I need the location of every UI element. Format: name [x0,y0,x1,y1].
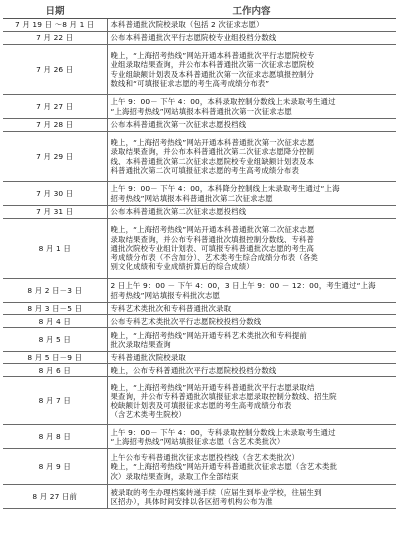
date-column-header: 日期 [3,2,107,19]
work-line: 晚上，“上海招考热线”网站开通本科普通批次第一次征求志愿 [110,138,315,148]
date-text: 7 月 22 日 [36,33,74,43]
date-text: 7 月 29 日 [36,151,74,161]
row-work-content [107,132,396,182]
row-date [3,315,107,328]
row-date [3,352,107,364]
row-date [3,219,107,279]
work-line: 校缺额计划表及可填报征求志愿的考生高考成绩分布表 [110,400,292,410]
row-date [3,206,107,219]
row-date [3,95,107,119]
work-line: 录取结果查询，并公布专科普通批次填报控制分数线、专科普 [110,234,315,244]
work-line: 招考热线”网站填报本科普通批次第二次征求志愿 [110,193,273,203]
work-line: 次）录取结果查询，录取工作全部结束 [110,471,239,481]
table-row [3,132,396,182]
work-line: 果查询，并公布专科普通批次填报征求志愿录取控制分数线、招生院 [110,391,337,401]
table-body [3,19,396,509]
row-work-content [107,485,396,509]
table-row [3,32,396,45]
work-line: 晚上，“上海招考热线”网站开通专科艺术类批次和专科提前 [110,330,307,340]
row-work-content [107,182,396,206]
row-date [3,19,107,32]
work-line: 本科普通批次院校录取（包括 2 次征求志愿） [110,20,264,30]
row-work-content [107,303,396,315]
row-work-content [107,119,396,132]
row-work-content [107,352,396,364]
row-date [3,132,107,182]
table-row [3,352,396,364]
row-work-content [107,219,396,279]
date-text: 7 月 26 日 [36,64,74,74]
date-text: 8 月 9 日 [38,462,71,472]
work-line: 批次录取结果查询 [110,339,171,349]
work-line: 区招办），具体时间安排以各区招考机构公布为准 [110,496,273,506]
table-row [3,377,396,425]
work-line: 上午 9：00－ 下午 4：00，本科降分控制线上未录取考生通过“上海 [110,184,340,194]
work-line: 上午 9：00－ 下午 4：00，专科录取控制分数线上未录取考生通过 [110,427,336,437]
row-date [3,485,107,509]
date-text: 8 月 3 日－5 日 [27,304,83,313]
work-line: 录取结果查询，并公布本科普通批次第二次征求志愿降分控制 [110,147,315,157]
work-line: （含艺术类考生院校） [110,410,186,420]
row-date [3,425,107,449]
table-row [3,182,396,206]
date-text: 8 月 27 日前 [32,492,78,502]
date-text: 8 月 2 日－3 日 [27,285,83,295]
row-date [3,119,107,132]
row-work-content [107,279,396,303]
row-work-content [107,328,396,352]
date-text: 7 月 30 日 [36,188,74,198]
work-line: 数线和“可填报征求志愿的考生高考成绩分布表” [110,78,270,88]
work-line: 线、本科普通批次第二次征求志愿院校专业组缺额计划表及本 [110,156,315,166]
date-text: 8 月 8 日 [38,432,71,442]
row-date [3,32,107,45]
row-work-content [107,45,396,95]
work-line: 2 日上午 9：00 － 下午 4：00，3 日上午 9：00 － 12：00，考生通过“上海 [110,281,376,291]
row-date [3,328,107,352]
date-text: 8 月 4 日 [38,316,71,326]
date-text: 8 月 5 日－9 日 [27,353,83,363]
work-line: 晚上，“上海招考热线”网站开通专科普通批次平行志愿录取结 [110,382,315,392]
row-work-content [107,449,396,485]
date-text: 7 月 28 日 [36,120,74,130]
row-date [3,377,107,425]
work-line: 考成绩分布表（不含加分）、艺术类考生综合成绩分布表（各类 [110,253,318,263]
work-line: 招考热线”网站填报专科批次志愿 [110,290,221,300]
table-row [3,364,396,377]
row-date [3,279,107,303]
work-line: 上午 9：00－ 下午 4：00，本科录取控制分数线上未录取考生通过 [110,97,336,107]
row-work-content [107,425,396,449]
table-row [3,219,396,279]
work-line: 公布本科普通批次第一次征求志愿投档线 [110,120,247,130]
row-date [3,303,107,315]
work-line: 公布专科艺术类批次平行志愿院校投档分数线 [110,316,262,326]
date-text: 7 月 27 日 [36,101,74,111]
work-line: 专业组缺额计划表及本科普通批次第一次征求志愿填报控制分 [110,69,315,79]
date-text: 8 月 7 日 [38,396,71,406]
table-row [3,206,396,219]
work-line: 别文化成绩和专业成绩折算后的综合成绩） [110,262,254,272]
table-row [3,485,396,509]
table-row [3,279,396,303]
work-line: 晚上，“上海招考热线”网站开通本科普通批次平行志愿院校专 [110,51,315,61]
table-row [3,19,396,32]
row-work-content [107,377,396,425]
row-date [3,364,107,377]
table-row [3,119,396,132]
date-text: 8 月 1 日 [38,243,71,253]
row-work-content [107,315,396,328]
work-line: 晚上，“上海招考热线”网站开通专科普通批次征求志愿（含艺术类批 [110,462,338,472]
work-line: 科普通批次第二次可填报征求志愿的考生高考成绩分布表 [110,165,300,175]
row-work-content [107,95,396,119]
work-line: 专科普通批次院校录取 [110,353,186,363]
row-date [3,45,107,95]
work-line: “上海招考热线”网站填报征求志愿（含艺术类批次） [110,436,285,446]
schedule-table [3,2,396,509]
row-work-content [107,32,396,45]
table-row [3,45,396,95]
work-line: 上午公布专科普通批次征求志愿投档线（含艺术类批次） [110,453,300,463]
row-work-content [107,206,396,219]
table-row [3,425,396,449]
work-line: 被录取的考生办理档案转递手续（应届生到毕业学校，往届生到 [110,487,322,497]
table-row [3,328,396,352]
work-column-header: 工作内容 [107,2,396,19]
work-line: 公布本科普通批次第二次征求志愿投档线 [110,207,247,217]
date-text: 7 月 19 日 ～8 月 1 日 [15,20,95,30]
work-line: 公布本科普通批次平行志愿院校专业组投档分数线 [110,33,277,43]
table-row [3,303,396,315]
table-row [3,315,396,328]
work-line: 晚上，公布专科普通批次平行志愿院校投档分数线 [110,365,277,375]
work-line: 晚上，“上海招考热线”网站开通本科普通批次第二次征求志愿 [110,225,315,235]
row-date [3,449,107,485]
date-text: 7 月 31 日 [36,207,74,217]
table-row [3,95,396,119]
row-work-content [107,19,396,32]
row-work-content [107,364,396,377]
work-line: “上海招考热线”网站填报本科普通批次第一次征求志愿 [110,106,292,116]
table-header-row [3,2,396,19]
date-text: 8 月 5 日 [38,335,71,345]
work-line: 通批次院校专业组计划表、可填报专科普通批次志愿的考生高 [110,243,315,253]
work-line: 专科艺术类批次和专科普通批次录取 [110,304,232,313]
table-row [3,449,396,485]
date-text: 8 月 6 日 [38,365,71,375]
row-date [3,182,107,206]
work-line: 业组录取结果查询，并公布本科普通批次第一次征求志愿院校 [110,60,315,70]
